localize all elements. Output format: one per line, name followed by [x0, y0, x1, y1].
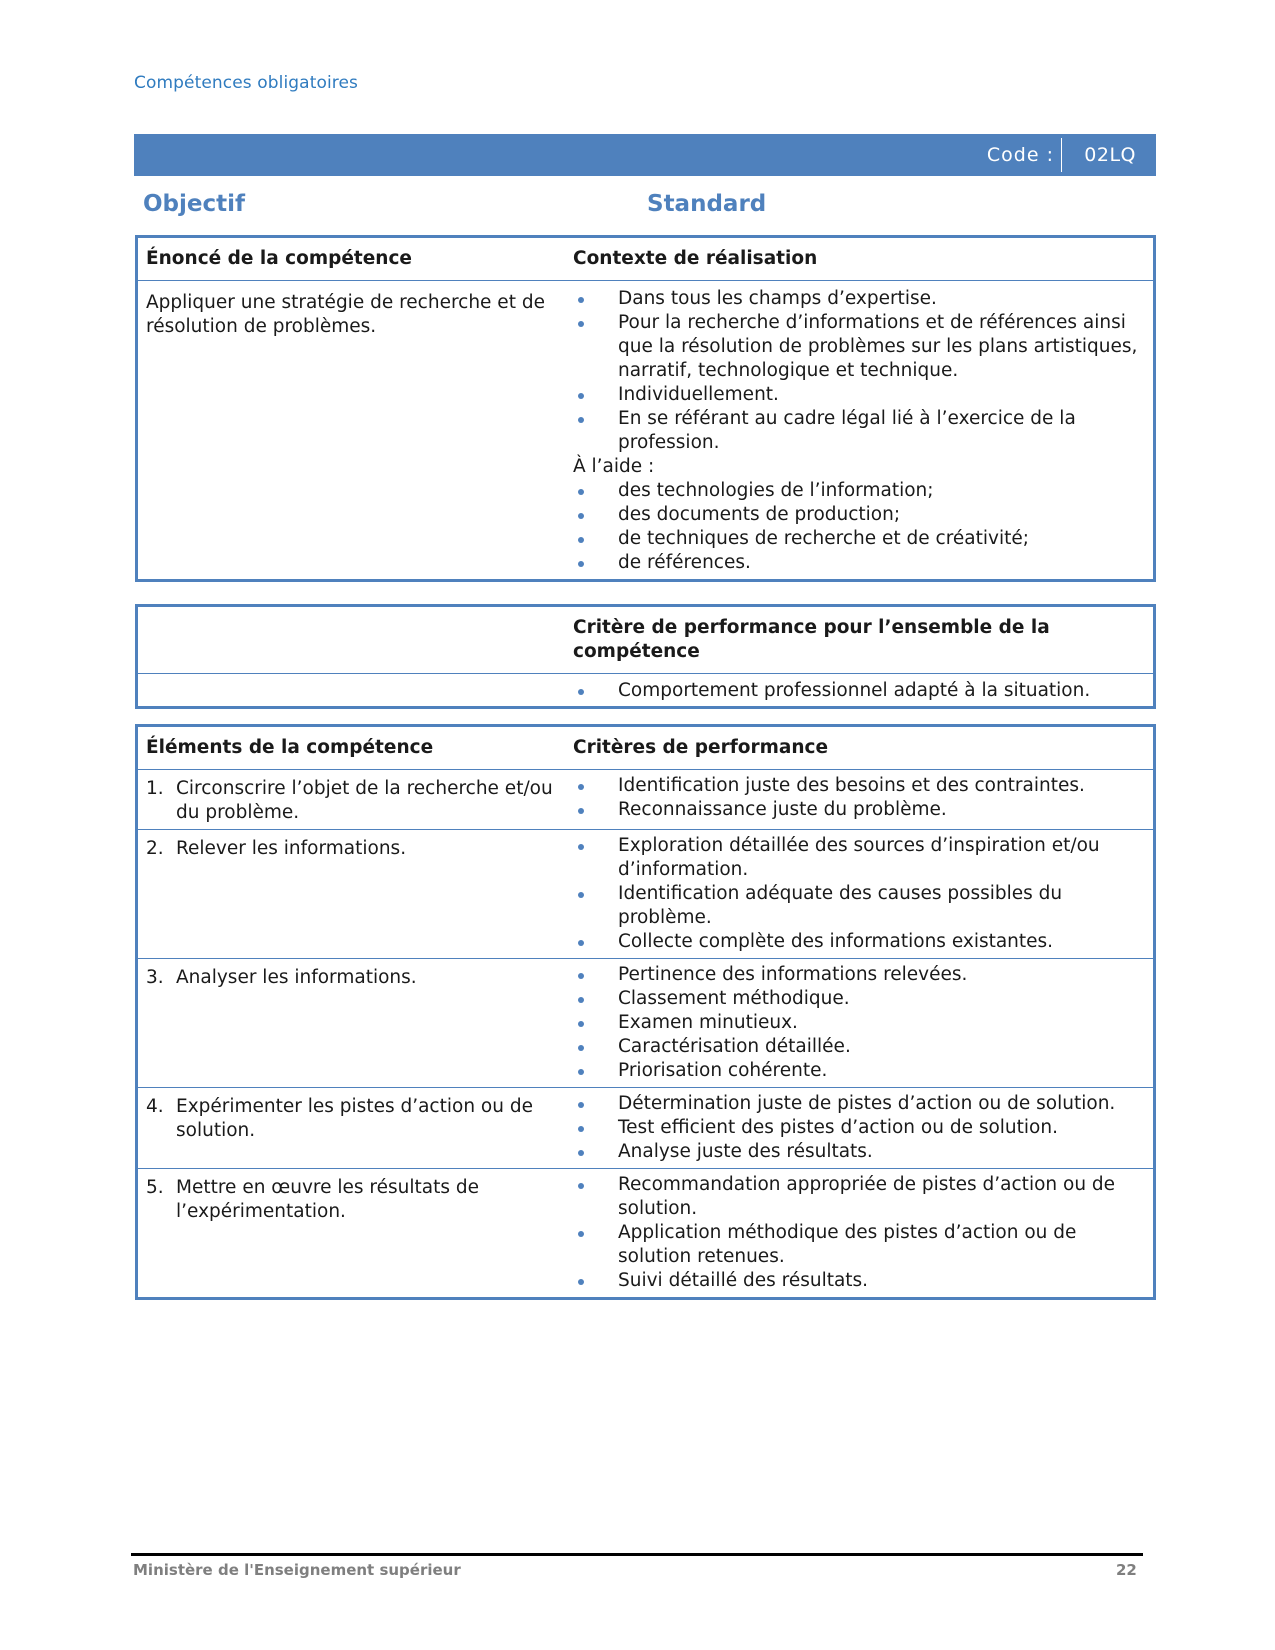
list-item: Pertinence des informations relevées. — [573, 963, 1145, 987]
list-item: Collecte complète des informations existantes. — [573, 930, 1145, 954]
footer-publisher: Ministère de l'Enseignement supérieur — [133, 1561, 461, 1579]
list-item: des documents de production; — [573, 503, 1145, 527]
list-item: Classement méthodique. — [573, 987, 1145, 1011]
element-cell — [137, 1169, 566, 1299]
list-item: Dans tous les champs d’expertise. — [573, 287, 1145, 311]
element-text: Circonscrire l’objet de la recherche et/ou du problème. — [176, 778, 553, 823]
contexte-cell — [565, 281, 1155, 581]
list-item: Reconnaissance juste du problème. — [573, 798, 1145, 822]
list-item: de techniques de recherche et de créativité; — [573, 527, 1145, 551]
global-criteria-table — [135, 604, 1156, 709]
list-item: des technologies de l’information; — [573, 479, 1145, 503]
list-item: Suivi détaillé des résultats. — [573, 1269, 1145, 1293]
list-item: de références. — [573, 551, 1145, 575]
table-row — [137, 1169, 1155, 1299]
list-item: Identification adéquate des causes possibles du problème. — [573, 882, 1145, 930]
global-criteria-cell — [565, 674, 1155, 708]
list-item: Analyse juste des résultats. — [573, 1140, 1145, 1164]
table-row — [137, 830, 1155, 959]
list-item: Recommandation appropriée de pistes d’action ou de solution. — [573, 1173, 1145, 1221]
list-item: Comportement professionnel adapté à la situation. — [573, 679, 1145, 703]
standard-title: Standard — [647, 191, 767, 217]
competence-statement-table — [135, 235, 1156, 582]
elements-header: Éléments de la compétence — [137, 726, 566, 770]
criteria-header: Critères de performance — [565, 726, 1155, 770]
element-text: Expérimenter les pistes d’action ou de solution. — [176, 1096, 533, 1141]
list-item: Priorisation cohérente. — [573, 1059, 1145, 1083]
criteria-cell — [565, 959, 1155, 1088]
criteria-cell — [565, 1088, 1155, 1169]
criteria-cell — [565, 770, 1155, 830]
enonce-header: Énoncé de la compétence — [137, 237, 566, 281]
list-item: En se référant au cadre légal lié à l’exercice de la profession. — [573, 407, 1145, 455]
list-item: Pour la recherche d’informations et de références ainsi que la résolution de problèmes sur les plans artistiques, narratif, technologique et technique. — [573, 311, 1145, 383]
element-cell — [137, 830, 566, 959]
global-criteria-list — [573, 679, 1145, 703]
element-number: 2. — [146, 838, 164, 859]
list-item: Application méthodique des pistes d’action ou de solution retenues. — [573, 1221, 1145, 1269]
element-number: 1. — [146, 778, 164, 799]
empty-header-cell — [137, 606, 566, 674]
table-row — [137, 1088, 1155, 1169]
empty-cell — [137, 674, 566, 708]
element-text: Relever les informations. — [176, 838, 407, 859]
list-item: Test efficient des pistes d’action ou de solution. — [573, 1116, 1145, 1140]
global-criteria-header: Critère de performance pour l’ensemble de la compétence — [565, 606, 1155, 674]
list-item: Exploration détaillée des sources d’inspiration et/ou d’information. — [573, 834, 1145, 882]
list-item: Examen minutieux. — [573, 1011, 1145, 1035]
code-label: Code : — [986, 144, 1054, 166]
enonce-text: Appliquer une stratégie de recherche et de résolution de problèmes. — [146, 292, 545, 337]
element-text: Mettre en œuvre les résultats de l’expérimentation. — [176, 1177, 479, 1222]
aide-list — [573, 479, 1145, 575]
list-item: Individuellement. — [573, 383, 1145, 407]
element-cell — [137, 1088, 566, 1169]
objectif-title: Objectif — [143, 191, 246, 217]
contexte-list — [573, 287, 1145, 455]
code-bar — [134, 134, 1156, 176]
element-text: Analyser les informations. — [176, 967, 417, 988]
list-item: Détermination juste de pistes d’action ou de solution. — [573, 1092, 1145, 1116]
page-number: 22 — [1116, 1561, 1137, 1579]
criteria-cell — [565, 1169, 1155, 1299]
table-row — [137, 770, 1155, 830]
list-item: Identification juste des besoins et des contraintes. — [573, 774, 1145, 798]
elements-table — [135, 724, 1156, 1300]
section-label: Compétences obligatoires — [134, 73, 359, 93]
list-item: Caractérisation détaillée. — [573, 1035, 1145, 1059]
code-divider — [1061, 138, 1062, 172]
element-number: 5. — [146, 1177, 164, 1198]
criteria-cell — [565, 830, 1155, 959]
code-value: 02LQ — [1084, 144, 1136, 166]
contexte-header: Contexte de réalisation — [565, 237, 1155, 281]
element-cell — [137, 770, 566, 830]
table-row — [137, 959, 1155, 1088]
element-cell — [137, 959, 566, 1088]
element-number: 3. — [146, 967, 164, 988]
aide-label: À l’aide : — [573, 456, 655, 477]
footer-divider — [131, 1553, 1143, 1556]
element-number: 4. — [146, 1096, 164, 1117]
